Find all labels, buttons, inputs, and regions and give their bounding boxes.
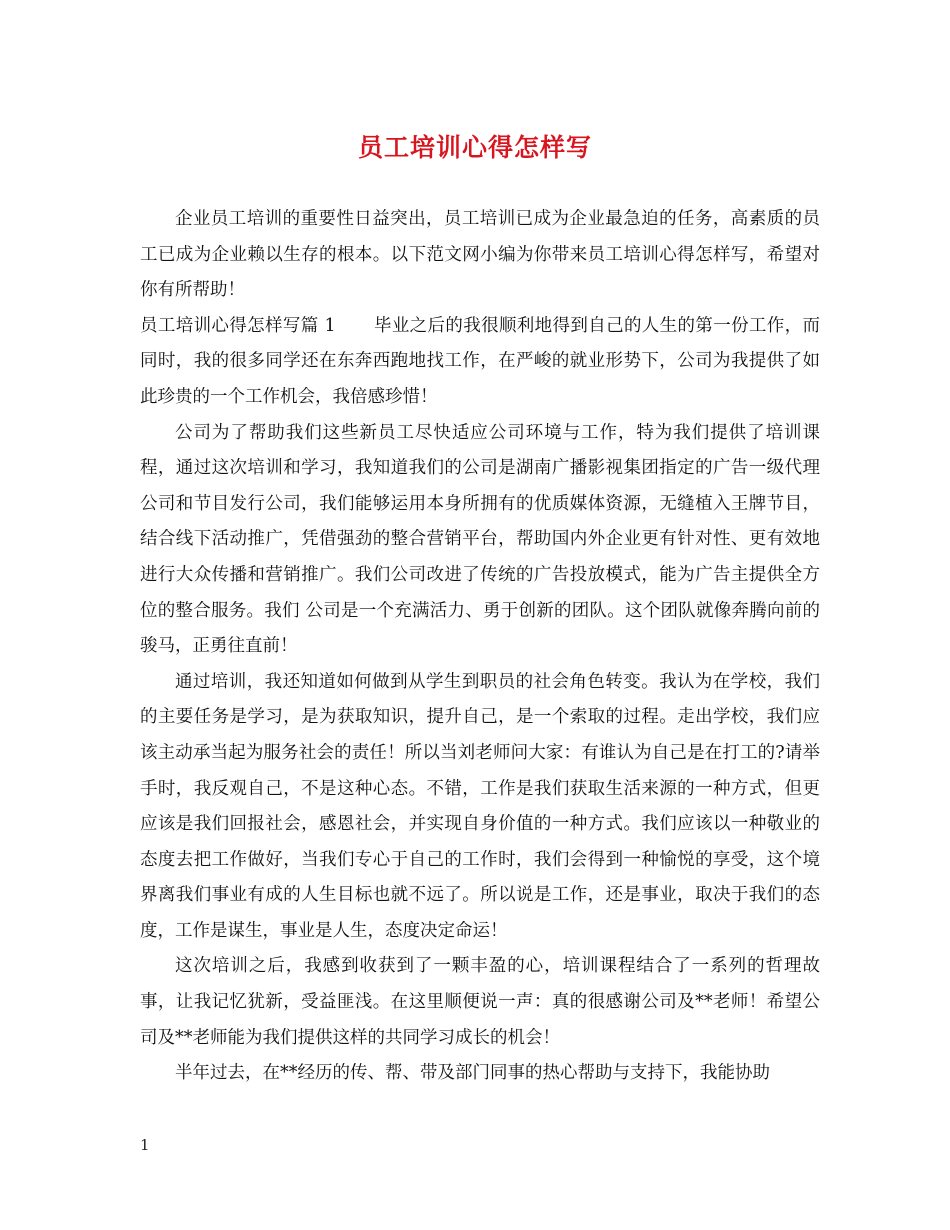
- document-title: 员工培训心得怎样写: [357, 133, 592, 162]
- section-first-text: 毕业之后的我很顺利地得到自己的人生的第一份工作，而同时，我的很多同学还在东奔西跑地找工作，在严峻的就业形势下，公司为我提供了如此珍贵的一个工作机会，我倍感珍惜！: [140, 315, 820, 407]
- body-paragraph-1: 公司为了帮助我们这些新员工尽快适应公司环境与工作，特为我们提供了培训课程，通过这次培训和学习，我知道我们的公司是湖南广播影视集团指定的广告一级代理公司和节目发行公司，我们能够运用本身所拥有的优质媒体资源，无缝植入王牌节目，结合线下活动推广，凭借强劲的整合营销平台，帮助国内外企业更有针对性、更有效地进行大众传播和营销推广。我们公司改进了传统的广告投放模式，能为广告主提供全方位的整合服务。我们 公司是一个充满活力、勇于创新的团队。这个团队就像奔腾向前的骏马，正勇往直前！: [140, 422, 820, 657]
- section-paragraph: [140, 309, 820, 416]
- intro-paragraph: 企业员工培训的重要性日益突出，员工培训已成为企业最急迫的任务，高素质的员工已成为企业赖以生存的根本。以下范文网小编为你带来员工培训心得怎样写，希望对你有所帮助！: [140, 209, 820, 301]
- page-number: 1: [140, 1136, 150, 1154]
- body-paragraph-2: 通过培训，我还知道如何做到从学生到职员的社会角色转变。我认为在学校，我们的主要任务是学习，是为获取知识，提升自己，是一个索取的过程。走出学校，我们应该主动承当起为服务社会的责任！所以当刘老师问大家：有谁认为自己是在打工的?请举手时，我反观自己，不是这种心态。不错，工作是我们获取生活来源的一种方式，但更应该是我们回报社会，感恩社会，并实现自身价值的一种方式。我们应该以一种敬业的态度去把工作做好，当我们专心于自己的工作时，我们会得到一种愉悦的享受，这个境界离我们事业有成的人生目标也就不远了。所以说是工作，还是事业，取决于我们的态度，工作是谋生，事业是人生，态度决定命运！: [140, 671, 820, 941]
- section-heading: 员工培训心得怎样写篇 1: [140, 315, 336, 336]
- body-paragraph-3: 这次培训之后，我感到收获到了一颗丰盈的心，培训课程结合了一系列的哲理故事，让我记忆犹新，受益匪浅。在这里顺便说一声：真的很感谢公司及**老师！希望公司及**老师能为我们提供这样的共同学习成长的机会！: [140, 956, 820, 1048]
- body-paragraph-4: 半年过去，在**经历的传、帮、带及部门同事的热心帮助与支持下，我能协助: [175, 1063, 770, 1084]
- document-body: [140, 202, 820, 1092]
